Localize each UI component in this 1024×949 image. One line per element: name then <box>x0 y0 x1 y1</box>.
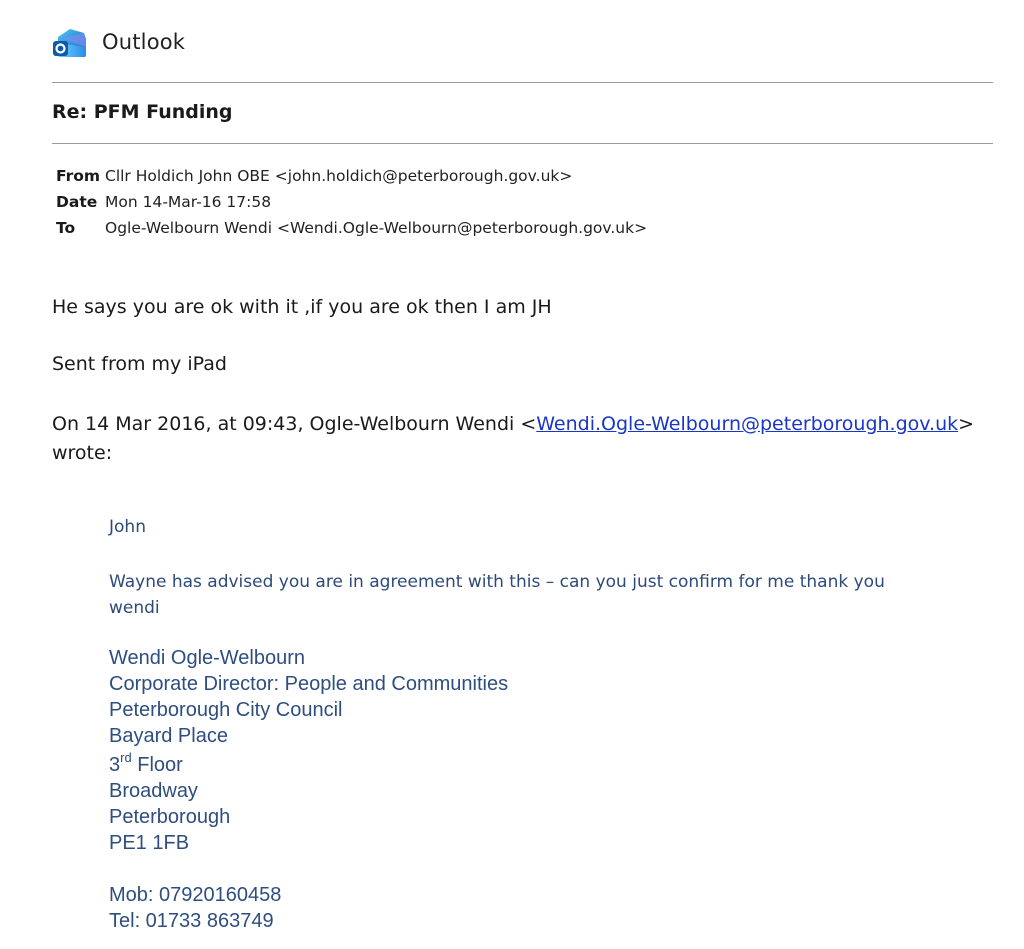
app-name: Outlook <box>102 30 186 54</box>
signature-name: Wendi Ogle-Welbourn <box>109 647 306 669</box>
signature-org: Peterborough City Council <box>109 699 343 721</box>
email-metadata <box>56 163 647 241</box>
signature-mobile: Mob: 07920160458 <box>109 884 282 906</box>
outlook-logo-icon <box>52 25 88 59</box>
signature-spacer <box>109 856 508 882</box>
quote-intro-suffix: > <box>958 413 975 435</box>
date-label: Date <box>56 193 98 211</box>
signature-title: Corporate Director: People and Communities <box>109 673 509 695</box>
app-header <box>52 24 185 60</box>
from-row <box>56 163 647 189</box>
header-divider <box>52 82 993 83</box>
sent-from-signature: Sent from my iPad <box>52 353 227 375</box>
quoted-greeting: John <box>109 517 146 537</box>
to-value: Ogle-Welbourn Wendi <Wendi.Ogle-Welbourn@peterborough.gov.uk> <box>105 219 648 237</box>
from-value: Cllr Holdich John OBE <john.holdich@peterborough.gov.uk> <box>105 167 573 185</box>
to-row <box>56 215 647 241</box>
floor-suffix: rd <box>120 750 132 766</box>
floor-word: Floor <box>131 754 183 776</box>
quoted-message <box>109 569 885 621</box>
signature-city: Peterborough <box>109 806 231 828</box>
date-row <box>56 189 647 215</box>
email-subject: Re: PFM Funding <box>52 101 233 123</box>
quote-intro-prefix: On 14 Mar 2016, at 09:43, Ogle-Welbourn Wendi < <box>52 413 537 435</box>
signature-floor <box>109 752 508 778</box>
date-value: Mon 14-Mar-16 17:58 <box>105 193 272 211</box>
quoted-message-line: Wayne has advised you are in agreement with this – can you just confirm for me thank you <box>109 572 885 592</box>
quote-intro <box>52 410 974 468</box>
quoted-sender-email-link[interactable]: Wendi.Ogle-Welbourn@peterborough.gov.uk <box>536 413 959 435</box>
quote-intro-wrote: wrote: <box>52 442 113 464</box>
quoted-message-line: wendi <box>109 598 160 618</box>
quoted-signature <box>109 645 508 934</box>
subject-divider <box>52 143 993 144</box>
signature-postcode: PE1 1FB <box>109 832 190 854</box>
reply-text: He says you are ok with it ,if you are ok then I am JH <box>52 296 552 318</box>
signature-address-line: Broadway <box>109 780 198 802</box>
floor-number: 3 <box>109 754 121 776</box>
to-label: To <box>56 219 76 237</box>
signature-address-line: Bayard Place <box>109 725 228 747</box>
from-label: From <box>56 167 101 185</box>
signature-tel: Tel: 01733 863749 <box>109 910 274 932</box>
